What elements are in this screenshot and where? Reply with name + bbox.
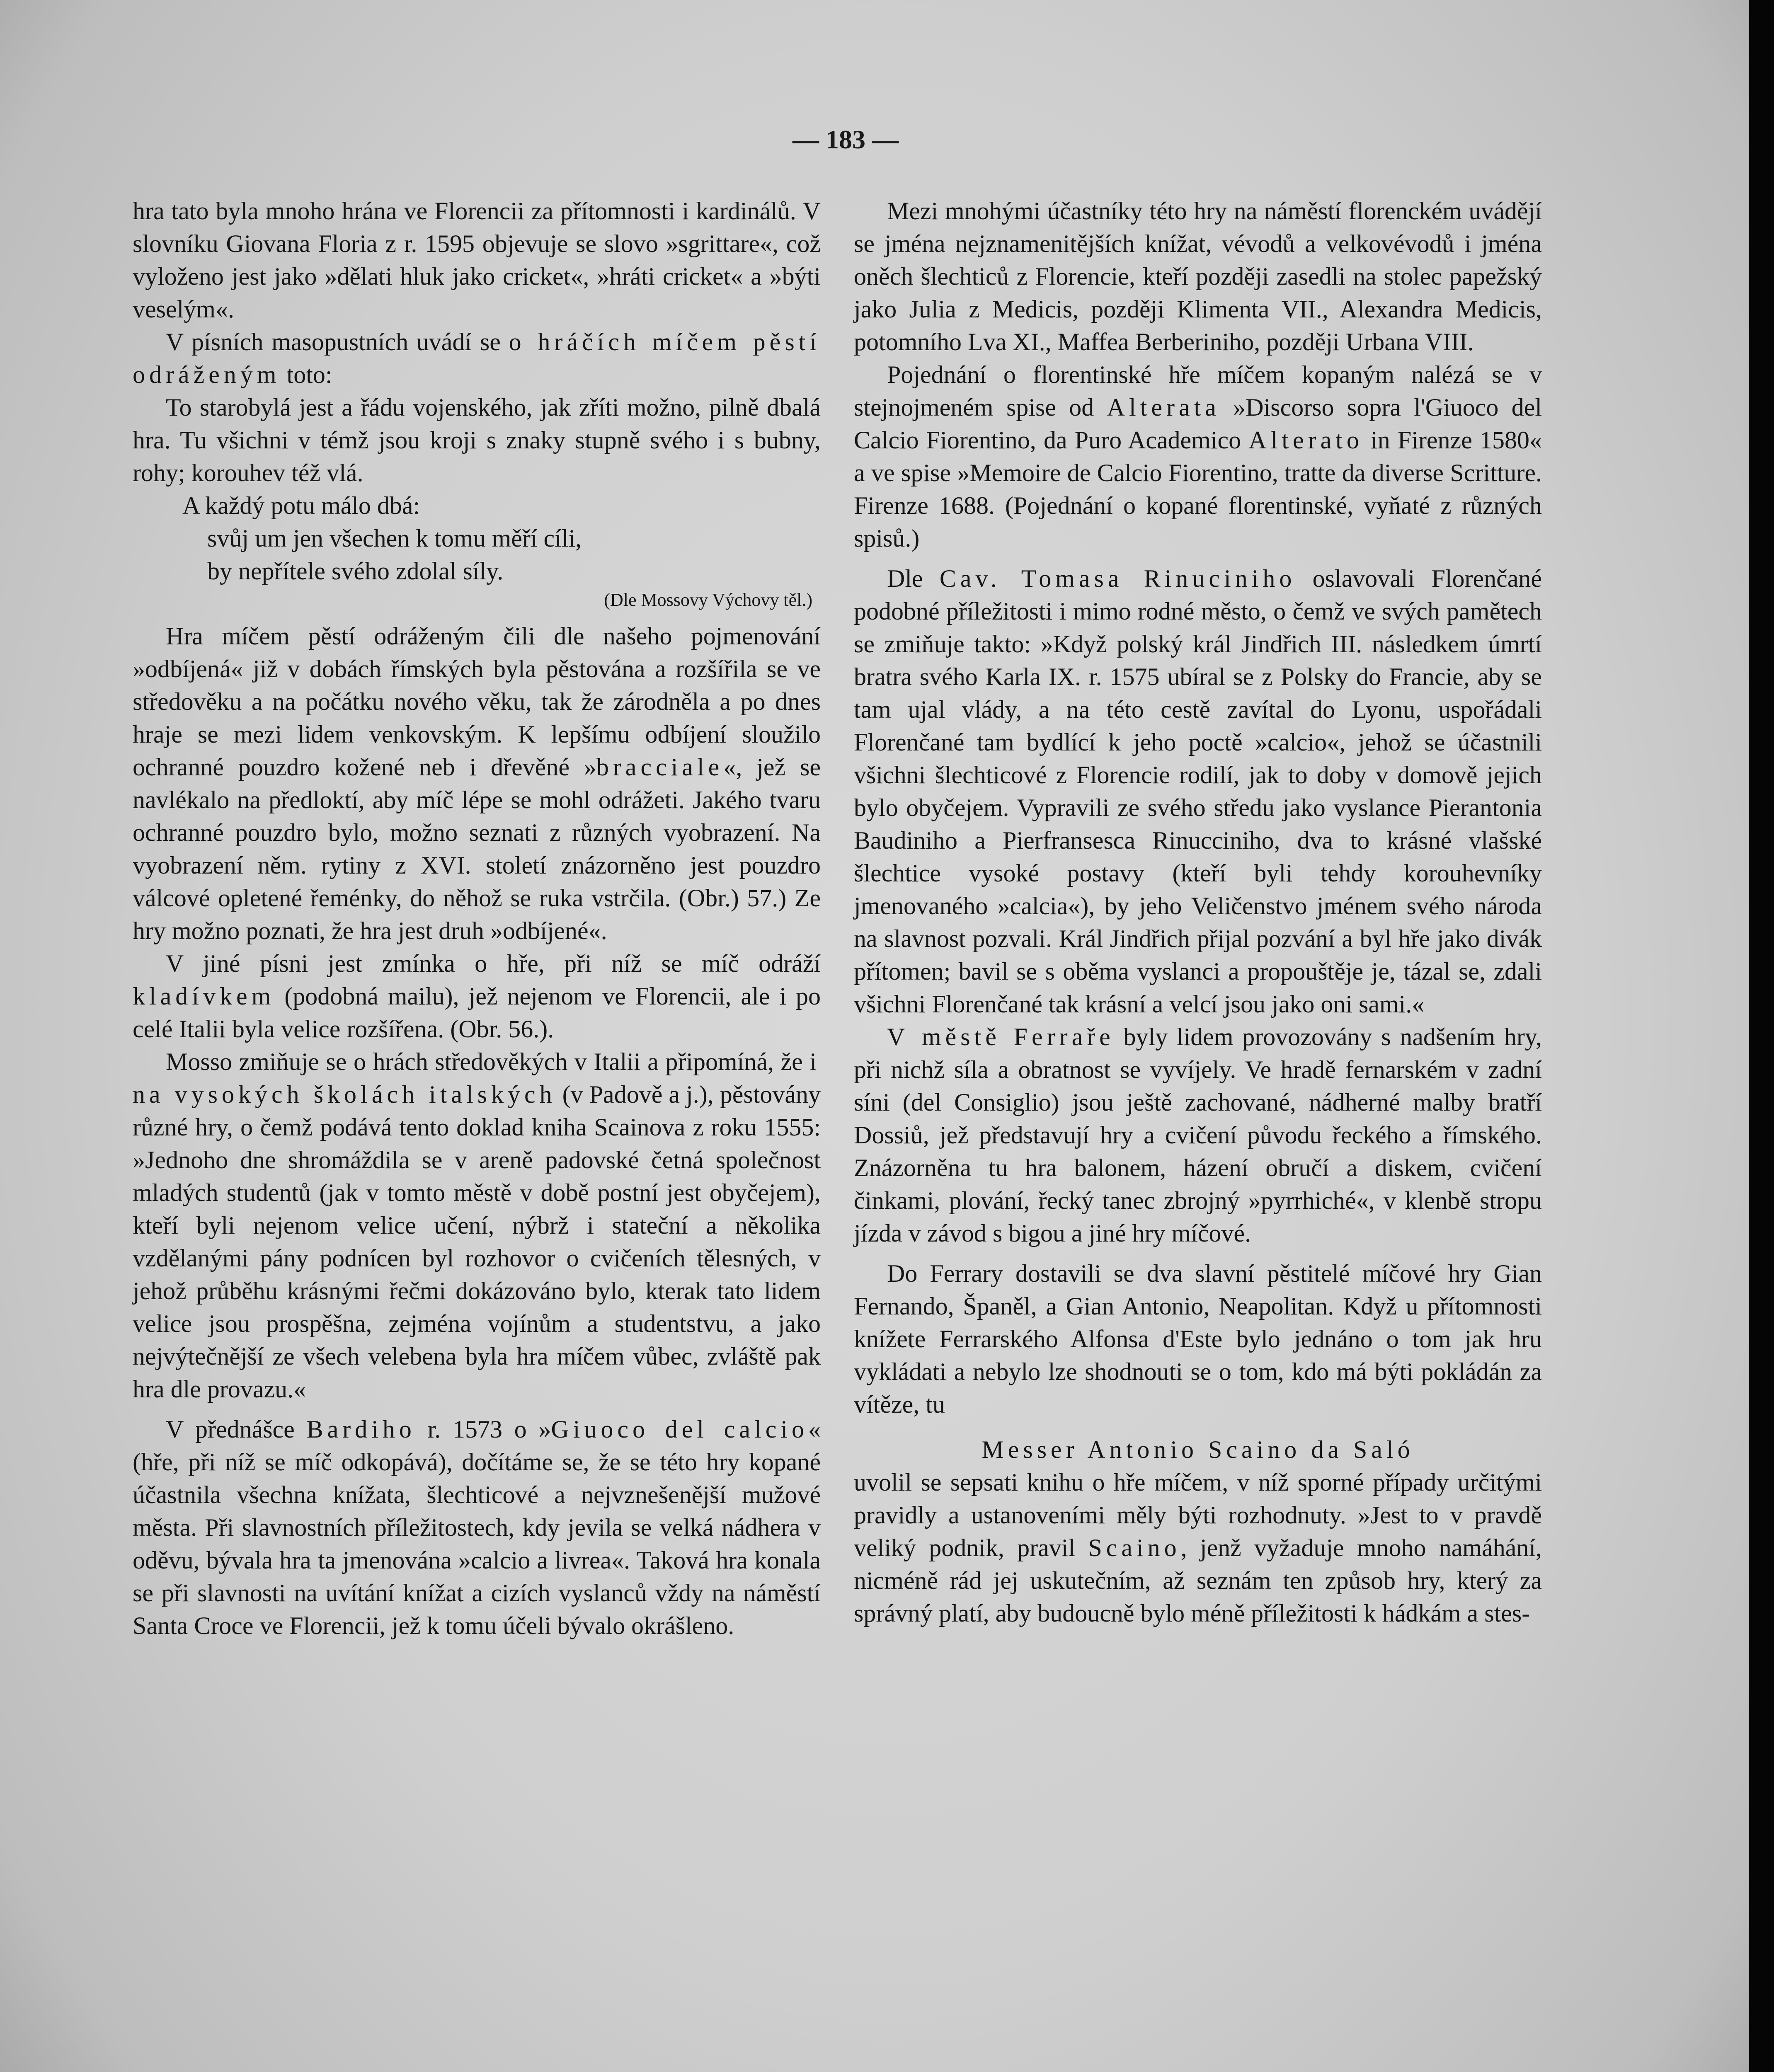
text-lead: V písních masopustních uvádí se: [166, 328, 501, 356]
spaced-emphasis: Giuoco del calcio: [551, 1416, 809, 1443]
text-mid: r. 1573 o »: [427, 1416, 551, 1443]
spaced-emphasis: o hráčích míčem pěstí odráženým: [133, 328, 821, 388]
spaced-emphasis: Alterata: [1107, 394, 1220, 421]
text-tail: toto:: [286, 361, 332, 388]
paragraph-song-quote: To starobylá jest a řádu vojenského, jak zříti možno, pilně dbalá hra. Tu všichni v témž jsou kroji s znaky stupně svého i s bubny, rohy; korouhev též vlá.: [133, 394, 821, 487]
paragraph-universities: [133, 1046, 821, 1406]
text-mid: »Discorso sopra l'Giuoco del Calcio Fiorentino, da Puro Academico: [854, 394, 1542, 454]
scan-border-right: [1749, 0, 1774, 2072]
text-tail: oslavovali Florenčané podobné příležitosti i mimo rodné město, o čemž ve svých pamětech se zmiňuje takto: »Když polský král Jindřich III. následkem úmrtí bratra svého Karla IX. r. 1575 ubíral se z Polsky do Francie, aby se tam ujal vlády, a na této cestě zavítal do Lyonu, uspořádali Florenčané tam bydlící k jeho poctě »calcio«, jehož se účastnili všichni šlechticové z Florencie rodilí, jak to doby v domově jejich bylo obyčejem. Vypravili ze svého středu jako vyslance Pierantonia Baudiniho a Pierfransesca Rinucciniho, dva to krásné vlašské šlechtice vysoké postavy (kteří byli tehdy korouhevníky jmenovaného »calcia«), by jeho Veličenstvo jménem svého národa na slavnost pozvali. Král Jindřich přijal pozvání a byl hře jako divák přítomen; bavil se s oběma vyslanci a propouštěje je, tázal se, zdali všichni Florenčané tak krásní a velcí jsou jako oni sami.«: [854, 565, 1542, 1018]
spaced-emphasis: Alterato: [1248, 426, 1363, 454]
text-lead: V přednášce: [166, 1416, 295, 1443]
section-heading-scaino: Messer Antonio Scaino da Saló: [982, 1436, 1414, 1463]
paragraph-participants: Mezi mnohými účastníky této hry na náměstí florenckém uvádějí se jména nejznamenitějších knížat, vévodů a velkovévodů i jména oněch šlechticů z Florencie, kteří později zasedli na stolec papežský jako Julia z Medicis, později Klimenta VII., Alexandra Medicis, potomního Lva XI., Maffea Berberiniho, později Urbana VIII.: [854, 197, 1542, 356]
spaced-emphasis: kladívkem: [133, 983, 275, 1010]
spaced-emphasis: bracciale: [596, 753, 724, 781]
quote-source: (Dle Mossovy Výchovy těl.): [604, 590, 812, 610]
spaced-emphasis: V městě Ferraře: [887, 1023, 1115, 1051]
paragraph-hammer-game: [133, 947, 821, 1046]
text-tail: , jenž vyžaduje mnoho namáhání, nicméně rád jej uskutečním, až seznám ten způsob hry, který za správný platí, aby budoucně bylo méně příležitosti k hádkám a stes-: [854, 1534, 1542, 1627]
spaced-emphasis: Bardiho: [306, 1416, 416, 1443]
text-lead: uvolil se sepsati knihu o hře míčem, v níž sporné případy určitými pravidly a ustanoveními měly býti rozhodnuty. »Jest to v pravdě veliký podnik, pravil: [854, 1469, 1542, 1561]
text-tail: byly lidem provozovány s nadšením hry, při nichž síla a obratnost se vyvíjely. Ve hradě fernarském v zadní síni (del Consiglio) jsou ještě zachované, nádherné malby bratří Dossiů, jež představují hry a cvičení původu řeckého a římského. Znázorněna tu hra balonem, házení obručí a diskem, cvičení činkami, plování, řecký tanec zbrojný »pyrrhiché«, v klenbě stropu jízda v závod s bigou a jiné hry míčové.: [854, 1023, 1542, 1247]
spaced-emphasis: Cav. Tomasa Rinuciniho: [939, 565, 1296, 592]
text-lead: Hra míčem pěstí odráženým čili dle našeho pojmenování »odbíjená« již v dobách římských byla pěstována a rozšířila se ve středověku a na počátku nového věku, tak že zárodněla a po dnes hraje se mezi lidem venkovským. K lepšímu odbíjení sloužilo ochranné pouzdro kožené neb i dřevěné »: [133, 622, 821, 781]
paragraph-alterato: [854, 358, 1542, 555]
paragraph-continuation: hra tato byla mnoho hrána ve Florencii za přítomnosti i kardinálů. V slovníku Giovana Floria z r. 1595 objevuje se slovo »sgrittare«, což vyloženo jest jako »dělati hluk jako cricket«, »hráti cricket« a »býti veselým«.: [133, 197, 821, 323]
page-number: — 183 —: [792, 125, 899, 154]
spaced-emphasis: Scaino: [1088, 1534, 1181, 1561]
text-tail: in Firenze 1580« a ve spise »Memoire de Calcio Fiorentino, tratte da diverse Scritture. Firenze 1688. (Pojednání o kopané florentinské, vyňaté z různých spisů.): [854, 426, 1542, 552]
right-column: [854, 195, 1542, 1630]
paragraph-odbijena: [133, 620, 821, 947]
verse-line: by nepřítele svého zdolal síly.: [207, 557, 504, 585]
text-tail: «, jež se navlékalo na předloktí, aby míč lépe se mohl odrážeti. Jakého tvaru ochranné pouzdro bylo, možno seznati z různých vyobrazení. Na vyobrazení něm. rytiny z XVI. století znázorněno jest pouzdro válcové opletené řeménky, do něhož se ruka vstrčila. (Obr.) 57.) Ze hry možno poznati, že hra jest druh »odbíjené«.: [133, 753, 821, 944]
paragraph-rinucini: [854, 562, 1542, 1021]
spaced-emphasis: i na vysokých školách italských: [133, 1048, 821, 1108]
paragraph-scaino: [854, 1466, 1542, 1630]
verse-line: A každý potu málo dbá:: [182, 492, 420, 519]
paragraph-ferrara: [854, 1021, 1542, 1250]
left-column: [133, 195, 821, 1642]
text-tail: (v Padově a j.), pěstovány různé hry, o čemž podává tento doklad kniha Scainova z roku 1555: »Jednoho dne shromáždila se v areně padovské četná společnost mladých studentů (jak v tomto městě v době postní jest obyčejem), kteří byli nejenom velice učení, nýbrž i stateční a několika vzdělanými pány podnícen byl rozhovor o cvičeních tělesných, v jehož průběhu krásnými řečmi dokázováno bylo, kterak tato lidem velice jsou prospěšna, zejména vojínům a studentstvu, a jako nejvýtečnější ze všech velebena byla hra míčem vůbec, zvláště pak hra dle provazu.«: [133, 1081, 821, 1403]
text-lead: Mosso zmiňuje se o hrách středověkých v Italii a připomíná, že: [166, 1048, 803, 1075]
text-lead: Dle: [887, 565, 923, 592]
text-lead: V jiné písni jest zmínka o hře, při níž se míč odráží: [166, 950, 821, 977]
text-tail: (podobná mailu), jež nejenom ve Florencii, ale i po celé Italii byla velice rozšířena. (Obr. 56.).: [133, 983, 821, 1043]
verse-line: svůj um jen všechen k tomu měří cíli,: [207, 525, 582, 552]
text-lead: Pojednání o florentinské hře míčem kopaným nalézá se v stejnojmeném spise od: [854, 361, 1542, 421]
text-tail: « (hře, při níž se míč odkopává), dočítáme se, že se této hry kopané účastnila všechna knížata, šlechticové a nejvznešenější mužové města. Při slavnostních příležitostech, kdy jevila se velká nádhera v oděvu, bývala hra ta jmenována »calcio a livrea«. Taková hra konala se při slavnosti na uvítání knížat a cizích vyslanců vždy na náměstí Santa Croce ve Florencii, jež k tomu účeli bývalo okrášleno.: [133, 1416, 821, 1639]
paragraph-ferrary-players: Do Ferrary dostavili se dva slavní pěstitelé míčové hry Gian Fernando, Španěl, a Gian Antonio, Neapolitan. Když u přítomnosti knížete Ferrarského Alfonsa d'Este bylo jednáno o tom jak hru vykládati a nebylo lze shodnouti se o tom, kdo má býti pokládán za vítěze, tu: [854, 1260, 1542, 1418]
paragraph-carnival-songs: [133, 326, 821, 391]
paragraph-bardi-lecture: [133, 1413, 821, 1642]
